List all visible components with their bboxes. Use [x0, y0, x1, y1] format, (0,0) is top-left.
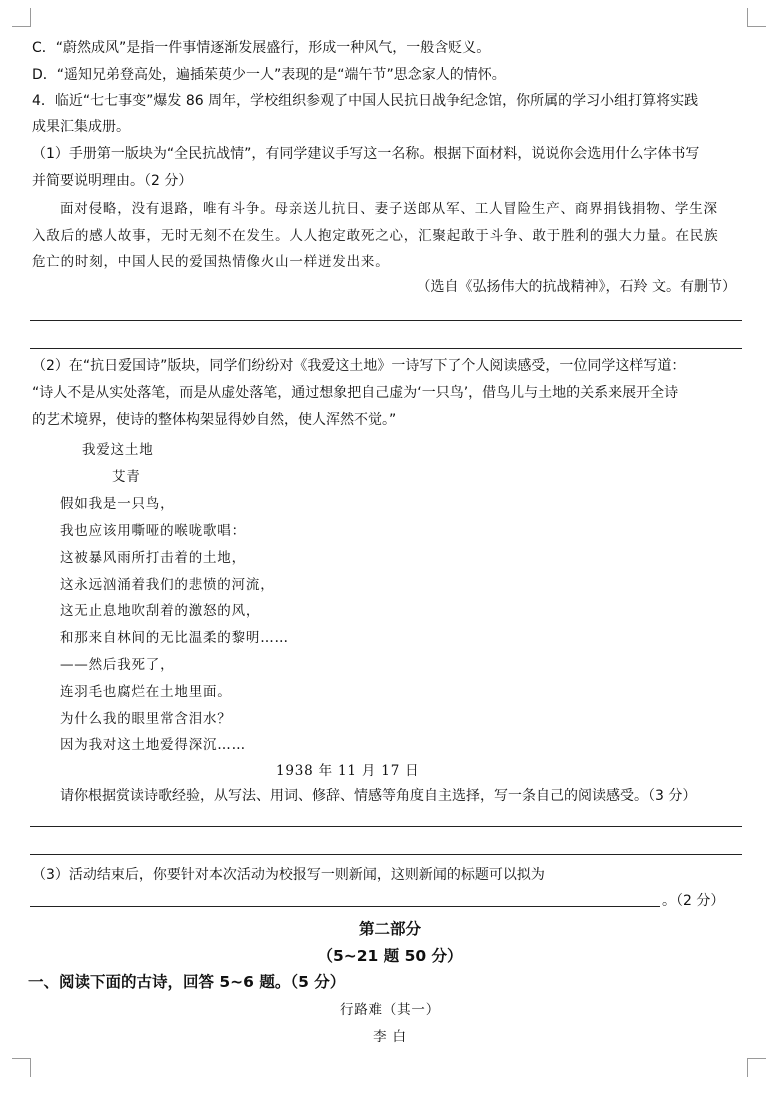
option-c: C．“蔚然成风”是指一件事情逐渐发展盛行，形成一种风气，一般含贬义。: [32, 40, 491, 56]
answer-line: [30, 320, 742, 321]
classical-poem-title: 行路难（其一）: [339, 1002, 441, 1018]
poem-date: 1938 年 11 月 17 日: [276, 763, 420, 779]
q4-2-prompt-line-3: 的艺术境界，使诗的整体构架显得妙自然，使人浑然不觉。”: [32, 412, 397, 428]
poem-line: 为什么我的眼里常含泪水？: [60, 711, 232, 727]
poem-line: 假如我是一只鸟，: [60, 496, 175, 512]
poem-line: 这永远汹涌着我们的悲愤的河流，: [60, 577, 275, 593]
material-line-1: 面对侵略，没有退路，唯有斗争。母亲送儿抗日、妻子送郎从军、工人冒险生产、商界捐钱捐物、学生深: [60, 201, 718, 217]
title-answer-line: [30, 906, 660, 907]
material-line-2: 入敌后的感人故事，无时无刻不在发生。人人抱定敢死之心，汇聚起敢于斗争、敢于胜利的强大力量。在民族: [32, 228, 719, 244]
answer-line: [30, 854, 742, 855]
poem-line: 我也应该用嘶哑的喉咙歌唱：: [60, 523, 246, 539]
section-heading: 一、阅读下面的古诗，回答 5~6 题。（5 分）: [28, 973, 346, 991]
crop-mark-bottom-right: [747, 1058, 766, 1077]
q4-2-prompt-line-1: （2）在“抗日爱国诗”版块，同学们纷纷对《我爱这土地》一诗写下了个人阅读感受，一位同学这样写道：: [32, 358, 686, 374]
poem-line: 这无止息地吹刮着的激怒的风，: [60, 603, 261, 619]
q4-2-task: 请你根据赏读诗歌经验，从写法、用词、修辞、情感等角度自主选择，写一条自己的阅读感受。（3 分）: [60, 788, 697, 804]
material-source: （选自《弘扬伟大的抗战精神》，石羚 文。有删节）: [416, 279, 736, 295]
poem-line: 连羽毛也腐烂在土地里面。: [60, 684, 232, 700]
part-two-range: （5~21 题 50 分）: [317, 947, 463, 965]
q4-1-prompt-line-2: 并简要说明理由。（2 分）: [32, 173, 193, 189]
option-d: D．“遥知兄弟登高处，遍插茱萸少一人”表现的是“端午节”思念家人的情怀。: [32, 67, 506, 83]
q4-2-prompt-line-2: “诗人不是从实处落笔，而是从虚处落笔，通过想象把自己虚为‘一只鸟’，借鸟儿与土地的关系来展开全诗: [32, 385, 679, 401]
poem-line: ——然后我死了，: [60, 657, 175, 673]
answer-line: [30, 826, 742, 827]
poem-line: 这被暴风雨所打击着的土地，: [60, 550, 246, 566]
poem-line: 和那来自林间的无比温柔的黎明……: [60, 630, 289, 646]
q4-3-prompt: （3）活动结束后，你要针对本次活动为校报写一则新闻，这则新闻的标题可以拟为: [32, 867, 545, 883]
classical-poem-author: 李 白: [373, 1029, 407, 1045]
crop-mark-bottom-left: [12, 1058, 31, 1077]
crop-mark-top-right: [747, 8, 766, 27]
poem-line: 因为我对这土地爱得深沉……: [60, 737, 246, 753]
q4-3-score: 。（2 分）: [662, 893, 725, 909]
q4-intro-line-1: 4．临近“七七事变”爆发 86 周年，学校组织参观了中国人民抗日战争纪念馆，你所属的学习小组打算将实践: [32, 93, 699, 109]
crop-mark-top-left: [12, 8, 31, 27]
answer-line: [30, 348, 742, 349]
q4-intro-line-2: 成果汇集成册。: [32, 119, 130, 135]
part-two-title: 第二部分: [358, 920, 421, 938]
poem-author: 艾青: [112, 469, 141, 485]
q4-1-prompt-line-1: （1）手册第一版块为“全民抗战情”，有同学建议手写这一名称。根据下面材料，说说你会选用什么字体书写: [32, 146, 700, 162]
poem-title: 我爱这土地: [82, 442, 154, 458]
material-line-3: 危亡的时刻，中国人民的爱国热情像火山一样迸发出来。: [32, 254, 390, 270]
